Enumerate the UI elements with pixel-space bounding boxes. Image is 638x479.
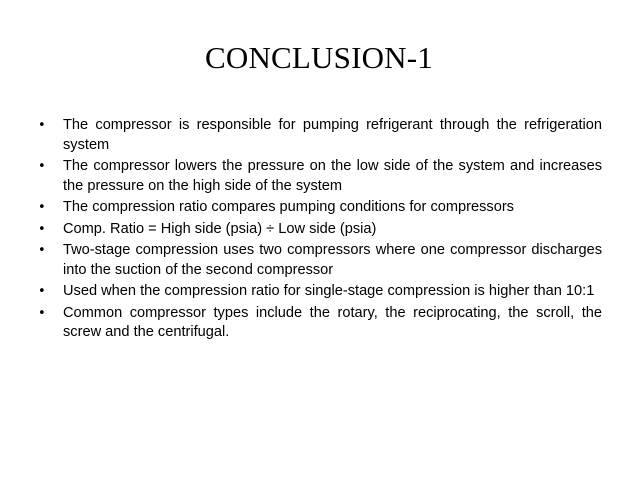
bullet-item — [38, 241, 602, 280]
bullet-marker: • — [38, 221, 46, 237]
bullet-item — [38, 220, 602, 240]
bullet-text: The compression ratio compares pumping conditions for compressors — [63, 199, 514, 215]
bullet-text: Two-stage compression uses two compressors where one compressor discharges into the suction of the second compressor — [63, 242, 602, 278]
bullet-item — [38, 198, 602, 218]
bullet-text: The compressor lowers the pressure on the low side of the system and increases the pressure on the high side of the system — [63, 158, 602, 194]
bullet-text: The compressor is responsible for pumping refrigerant through the refrigeration system — [63, 117, 602, 153]
bullet-marker: • — [38, 159, 46, 174]
bullet-marker: • — [38, 305, 46, 321]
bullet-item — [38, 282, 602, 302]
bullet-text: Common compressor types include the rotary, the reciprocating, the scroll, the screw and the centrifugal. — [63, 304, 602, 340]
bullet-item — [38, 304, 602, 343]
bullet-marker: • — [38, 284, 46, 299]
bullet-item — [38, 157, 602, 196]
bullet-list — [38, 116, 602, 345]
bullet-item — [38, 116, 602, 155]
bullet-marker: • — [38, 243, 46, 258]
bullet-marker: • — [38, 200, 46, 215]
bullet-text: Used when the compression ratio for single-stage compression is higher than 10:1 — [63, 283, 595, 299]
slide-title: CONCLUSION-1 — [204, 40, 433, 75]
bullet-marker: • — [38, 118, 46, 133]
bullet-text: Comp. Ratio = High side (psia) ÷ Low side (psia) — [63, 220, 377, 237]
